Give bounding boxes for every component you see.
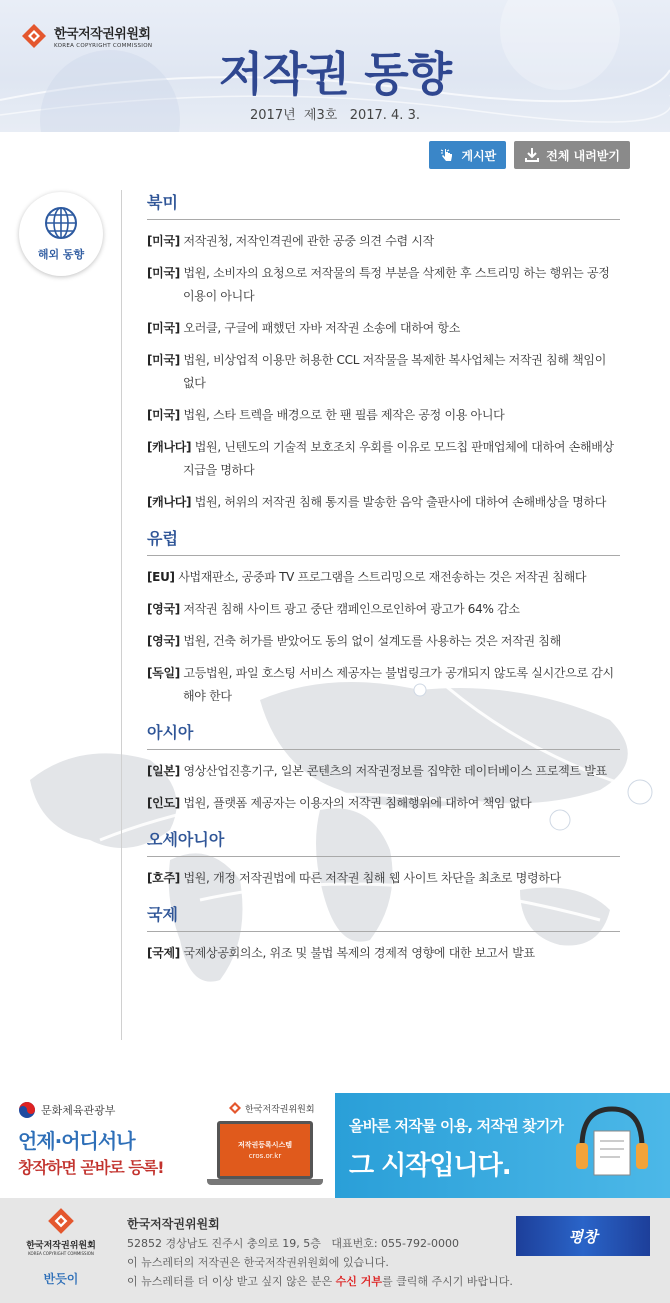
kcc-mark-icon	[228, 1101, 242, 1115]
issue-info: 2017년 제3호 2017. 4. 3.	[250, 108, 420, 123]
laptop-illustration	[207, 1121, 323, 1191]
country-tag: [EU]	[147, 570, 175, 584]
download-all-button[interactable]	[514, 141, 630, 169]
news-item-link[interactable]	[147, 630, 620, 653]
laptop-base	[207, 1179, 323, 1185]
footer-logo	[20, 1206, 102, 1287]
country-tag: [영국]	[147, 634, 180, 648]
laptop-screen	[217, 1121, 313, 1179]
logo-korean: 한국저작권위원회	[54, 27, 151, 42]
screen-title: 저작권등록시스템	[237, 1141, 293, 1149]
news-headline: 법원, 닌텐도의 기술적 보호조치 우회를 이유로 모드칩 판매업체에 대하여 손해배상 지급을 명하다	[183, 440, 614, 477]
unsub-text-before: 이 뉴스레터를 더 이상 받고 싶지 않은 분은	[127, 1275, 336, 1288]
country-tag: [일본]	[147, 764, 180, 778]
footer-copyright: 이 뉴스레터의 저작권은 한국저작권위원회에 있습니다.	[127, 1256, 389, 1269]
news-item-link[interactable]	[147, 566, 620, 589]
news-headline: 저작권청, 저작인격권에 관한 공중 의견 수렴 시작	[183, 234, 434, 248]
page-title: 저작권 동향	[218, 47, 452, 101]
action-buttons	[429, 141, 630, 169]
newsletter-header	[0, 0, 670, 132]
country-tag: [미국]	[147, 266, 180, 280]
kcc-small-name: 한국저작권위원회	[245, 1104, 315, 1115]
kcc-footer-icon	[46, 1206, 76, 1236]
logo-english: KOREA COPYRIGHT COMMISSION	[54, 43, 153, 49]
kcc-small-logo	[228, 1101, 315, 1115]
section-title: 아시아	[147, 720, 620, 750]
pyeongchang-text: 평창	[568, 1227, 598, 1246]
footer-info	[127, 1215, 513, 1291]
content-divider-line	[121, 190, 122, 1040]
ministry-logo	[18, 1101, 115, 1119]
news-section	[147, 190, 620, 514]
news-item-link[interactable]	[147, 760, 620, 783]
country-tag: [캐나다]	[147, 440, 192, 454]
headphone-book-icon	[574, 1103, 650, 1183]
news-headline: 법원, 개정 저작권법에 따른 저작권 침해 웹 사이트 차단을 최초로 명령하다	[183, 871, 561, 885]
screen-url: cros.or.kr	[248, 1152, 282, 1160]
news-item-link[interactable]	[147, 317, 620, 340]
download-button-label: 전체 내려받기	[546, 148, 620, 163]
pointer-hand-icon	[439, 147, 455, 163]
footer-org: 한국저작권위원회	[127, 1217, 220, 1231]
country-tag: [캐나다]	[147, 495, 192, 509]
news-headline: 법원, 스타 트렉을 배경으로 한 팬 필름 제작은 공정 이용 아니다	[183, 408, 505, 422]
news-section	[147, 902, 620, 965]
country-tag: [미국]	[147, 321, 180, 335]
banner-right-line-1: 올바른 저작물 이용, 저작권 찾기가	[349, 1117, 564, 1135]
country-tag: [미국]	[147, 234, 180, 248]
download-icon	[524, 147, 540, 163]
country-tag: [호주]	[147, 871, 180, 885]
news-headline: 저작권 침해 사이트 광고 중단 캠페인으로인하여 광고가 64% 감소	[183, 602, 520, 616]
globe-icon	[44, 206, 78, 240]
footer-unsubscribe	[127, 1272, 513, 1291]
footer-logo-english: KOREA COPYRIGHT COMMISSION	[28, 1251, 94, 1256]
slogan-line-1: 언제·어디서나	[18, 1129, 135, 1153]
news-headline: 법원, 소비자의 요청으로 저작물의 특정 부분을 삭제한 후 스트리밍 하는 행위는 공정 이용이 아니다	[183, 266, 610, 303]
news-section	[147, 526, 620, 708]
slogan-line-2: 창작하면 곧바로 등록!	[18, 1158, 164, 1177]
news-item-link[interactable]	[147, 349, 620, 395]
news-item-link[interactable]	[147, 230, 620, 253]
section-title: 북미	[147, 190, 620, 220]
news-item-link[interactable]	[147, 598, 620, 621]
news-item-link[interactable]	[147, 491, 620, 514]
country-tag: [영국]	[147, 602, 180, 616]
news-item-link[interactable]	[147, 404, 620, 427]
section-title: 국제	[147, 902, 620, 932]
section-title: 오세아니아	[147, 827, 620, 857]
footer	[0, 1198, 670, 1303]
unsub-text-after: 를 클릭해 주시기 바랍니다.	[381, 1275, 513, 1288]
news-item-link[interactable]	[147, 867, 620, 890]
unsubscribe-link[interactable]: 수신 거부	[335, 1275, 382, 1288]
news-item-link[interactable]	[147, 662, 620, 708]
news-headline: 국제상공회의소, 위조 및 불법 복제의 경제적 영향에 대한 보고서 발표	[183, 946, 535, 960]
footer-logo-korean: 한국저작권위원회	[26, 1241, 96, 1251]
news-item-link[interactable]	[147, 262, 620, 308]
news-section	[147, 827, 620, 890]
country-tag: [미국]	[147, 353, 180, 367]
bandu-logo: 반듯이	[43, 1272, 79, 1286]
copyright-search-banner[interactable]	[335, 1093, 670, 1198]
pyeongchang-banner[interactable]	[516, 1216, 650, 1256]
news-headline: 고등법원, 파일 호스팅 서비스 제공자는 불법링크가 공개되지 않도록 실시간으로 감시해야 한다	[183, 666, 614, 703]
banner-right-line-2: 그 시작입니다.	[349, 1151, 511, 1181]
country-tag: [국제]	[147, 946, 180, 960]
news-headline: 법원, 비상업적 이용만 허용한 CCL 저작물을 복제한 복사업체는 저작권 침해 책임이 없다	[183, 353, 607, 390]
country-tag: [미국]	[147, 408, 180, 422]
news-headline: 법원, 허위의 저작권 침해 통지를 발송한 음악 출판사에 대하여 손해배상을 명하다	[194, 495, 607, 509]
board-button-label: 게시판	[461, 148, 497, 163]
news-section	[147, 720, 620, 815]
country-tag: [인도]	[147, 796, 180, 810]
country-tag: [독일]	[147, 666, 180, 680]
taegeuk-icon	[18, 1101, 36, 1119]
badge-label: 해외 동향	[37, 248, 85, 261]
board-button[interactable]	[429, 141, 506, 169]
footer-address: 52852 경상남도 진주시 충의로 19, 5층 대표번호: 055-792-0000	[127, 1237, 459, 1250]
registration-banner[interactable]	[0, 1093, 335, 1198]
ministry-name: 문화체육관광부	[41, 1104, 116, 1117]
news-content	[147, 190, 620, 977]
news-headline: 영상산업진흥기구, 일본 콘텐츠의 저작권정보를 집약한 데이터베이스 프로젝트 발표	[183, 764, 607, 778]
news-headline: 법원, 플랫폼 제공자는 이용자의 저작권 침해행위에 대하여 책임 없다	[183, 796, 532, 810]
news-item-link[interactable]	[147, 436, 620, 482]
news-item-link[interactable]	[147, 792, 620, 815]
news-item-link[interactable]	[147, 942, 620, 965]
section-title: 유럽	[147, 526, 620, 556]
news-headline: 사법재판소, 공중파 TV 프로그램을 스트리밍으로 재전송하는 것은 저작권 침해다	[178, 570, 587, 584]
overseas-trends-badge	[19, 192, 103, 276]
news-headline: 법원, 건축 허가를 받았어도 동의 없이 설계도를 사용하는 것은 저작권 침해	[183, 634, 561, 648]
news-headline: 오러클, 구글에 패했던 자바 저작권 소송에 대하여 항소	[183, 321, 461, 335]
